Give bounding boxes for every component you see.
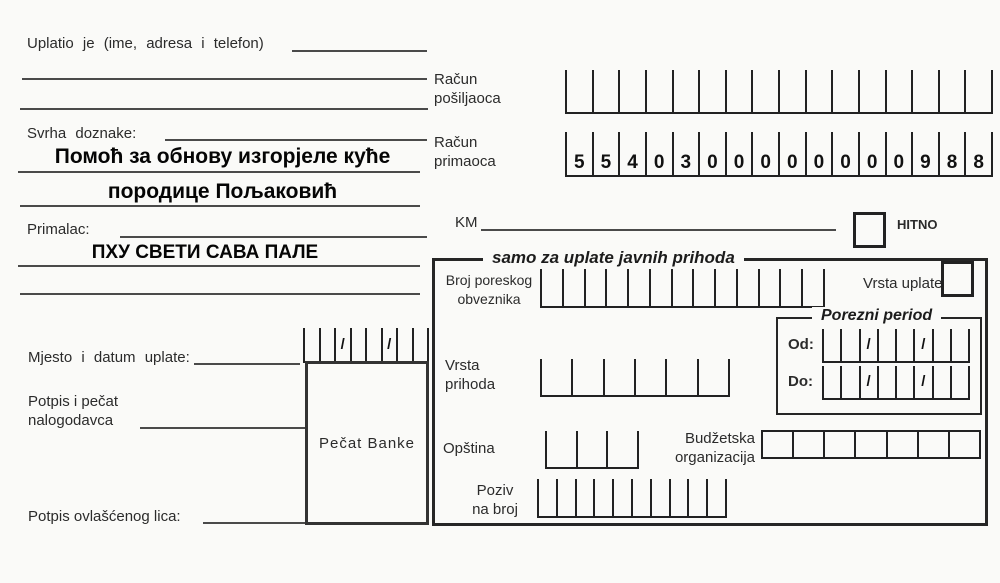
comb-cell[interactable]: 0 [858,132,885,175]
budget-org-label-line1: Budžetska [684,430,755,447]
comb-cell[interactable] [412,328,430,361]
comb-cell[interactable] [822,366,840,398]
comb-cell[interactable]: 0 [645,132,672,175]
comb-cell[interactable] [950,329,970,361]
comb-cell[interactable]: / [859,329,877,361]
recipient-account-label-line1: Račun [434,134,478,151]
recipient-line-3[interactable] [20,293,420,295]
comb-cell[interactable] [350,328,366,361]
comb-cell[interactable] [725,70,752,112]
comb-cell[interactable] [575,479,594,516]
recipient-line-2[interactable] [18,265,420,267]
municipality-comb[interactable] [545,431,639,469]
comb-cell[interactable] [778,70,805,112]
income-type-label [445,356,495,394]
sender-account-comb[interactable] [565,70,993,114]
comb-cell[interactable] [895,366,913,398]
comb-cell[interactable]: 0 [778,132,805,175]
comb-cell[interactable] [576,431,607,467]
tax-period-from-label: Od: [788,336,814,353]
tax-id-label-line2: obveznika [457,291,521,307]
recipient-line[interactable] [120,236,427,238]
payment-date-comb[interactable] [303,328,429,363]
purpose-line-2[interactable] [18,171,420,173]
comb-cell[interactable] [627,269,649,306]
municipality-label: Opština [443,440,495,457]
comb-cell[interactable] [714,269,736,306]
sender-account-label-line2: pošiljaoca [434,90,501,107]
comb-cell[interactable]: 0 [751,132,778,175]
comb-cell[interactable] [831,70,858,112]
payment-type-label: Vrsta uplate [863,275,943,292]
comb-cell[interactable]: / [913,366,931,398]
tax-period-to-label: Do: [788,373,813,390]
purpose-label: Svrha doznake: [27,125,137,142]
public-revenues-title: samo za uplate javnih prihoda [483,248,744,268]
authorized-signature-line[interactable] [203,522,305,524]
purpose-value-line2: породице Пољаковић [107,180,338,203]
comb-cell[interactable] [932,366,950,398]
comb-cell[interactable] [822,329,840,361]
comb-cell[interactable] [917,430,950,459]
comb-cell[interactable] [606,431,639,467]
comb-cell[interactable] [964,70,993,112]
reference-label-line2: na broj [472,501,518,518]
purpose-line[interactable] [165,139,427,141]
sender-account-label [434,70,501,108]
comb-cell[interactable]: 8 [964,132,993,175]
comb-cell[interactable] [612,479,631,516]
sender-account-label-line1: Račun [434,71,478,88]
recipient-account-label-line2: primaoca [434,153,496,170]
payer-line[interactable] [292,50,427,52]
comb-cell[interactable] [540,269,562,306]
payer-label: Uplatio je (ime, adresa i telefon) [27,35,264,52]
currency-label: KM [455,214,478,231]
comb-cell[interactable]: 8 [938,132,965,175]
tax-id-label-line1: Broj poreskog [445,272,533,288]
amount-line[interactable] [481,229,836,231]
tax-period-to-comb[interactable] [822,366,970,400]
comb-cell[interactable]: 4 [618,132,645,175]
comb-cell[interactable] [562,269,584,306]
comb-cell[interactable]: / [334,328,350,361]
comb-cell[interactable]: 0 [885,132,912,175]
comb-cell[interactable]: 5 [592,132,619,175]
authorized-signature-label: Potpis ovlašćenog lica: [28,508,181,525]
budget-org-label [667,429,755,467]
comb-cell[interactable] [932,329,950,361]
comb-cell[interactable] [618,70,645,112]
recipient-account-label [434,133,496,171]
comb-cell[interactable] [823,430,856,459]
comb-cell[interactable] [801,269,825,306]
comb-cell[interactable] [950,366,970,398]
comb-cell[interactable] [885,70,912,112]
comb-cell[interactable] [779,269,801,306]
comb-cell[interactable] [758,269,780,306]
comb-cell[interactable]: / [859,366,877,398]
comb-cell[interactable]: 0 [831,132,858,175]
comb-cell[interactable] [895,329,913,361]
comb-cell[interactable] [858,70,885,112]
comb-cell[interactable] [751,70,778,112]
comb-cell[interactable] [854,430,887,459]
tax-period-title: Porezni period [812,307,941,325]
comb-cell[interactable]: 0 [805,132,832,175]
income-type-comb[interactable] [540,359,730,397]
comb-cell[interactable] [840,329,858,361]
comb-cell[interactable]: 0 [725,132,752,175]
comb-cell[interactable]: 0 [698,132,725,175]
comb-cell[interactable]: 3 [672,132,699,175]
comb-cell[interactable] [540,359,571,395]
comb-cell[interactable] [545,431,576,467]
comb-cell[interactable] [698,70,725,112]
comb-cell[interactable] [593,479,612,516]
comb-cell[interactable] [671,269,693,306]
place-date-line[interactable] [194,363,300,365]
comb-cell[interactable] [840,366,858,398]
recipient-label: Primalac: [27,221,90,238]
recipient-value: ПХУ СВЕТИ САВА ПАЛЕ [91,242,319,263]
payer-line-3[interactable] [20,108,428,110]
reference-label [459,481,531,519]
comb-cell[interactable]: / [913,329,931,361]
comb-cell[interactable] [571,359,602,395]
comb-cell[interactable]: 5 [565,132,592,175]
orderer-signature-line[interactable] [140,427,305,429]
recipient-account-comb[interactable] [565,132,993,177]
comb-cell[interactable] [592,70,619,112]
comb-cell[interactable] [365,328,381,361]
comb-cell[interactable] [672,70,699,112]
comb-cell[interactable] [877,329,895,361]
payer-line-2[interactable] [22,78,427,80]
comb-cell[interactable] [650,479,669,516]
tax-id-comb[interactable] [540,269,825,308]
comb-cell[interactable] [877,366,895,398]
comb-cell[interactable] [649,269,671,306]
comb-cell[interactable] [938,70,965,112]
comb-cell[interactable] [792,430,825,459]
comb-cell[interactable] [669,479,688,516]
orderer-signature-label-line1: Potpis i pečat [28,393,119,410]
comb-cell[interactable] [634,359,665,395]
comb-cell[interactable] [665,359,696,395]
comb-cell[interactable] [805,70,832,112]
comb-cell[interactable] [603,359,634,395]
comb-cell[interactable] [886,430,919,459]
income-type-label-line1: Vrsta [445,357,480,374]
public-revenues-section [432,248,988,526]
budget-org-label-line2: organizacija [674,449,755,466]
tax-period-section [776,307,982,415]
reference-comb[interactable] [537,479,727,518]
comb-cell[interactable] [537,479,556,516]
payment-type-box[interactable] [941,261,974,297]
comb-cell[interactable] [303,328,319,361]
comb-cell[interactable] [736,269,758,306]
tax-id-label [438,271,540,309]
urgent-label: HITNO [897,217,938,232]
comb-cell[interactable] [605,269,627,306]
comb-cell[interactable]: 9 [911,132,938,175]
comb-cell[interactable] [911,70,938,112]
comb-cell[interactable] [319,328,335,361]
comb-cell[interactable] [396,328,412,361]
comb-cell[interactable] [706,479,727,516]
bank-stamp-box [305,361,429,525]
budget-org-boxrow[interactable] [761,430,981,459]
comb-cell[interactable] [948,430,981,459]
place-date-label: Mjesto i datum uplate: [28,349,190,366]
bank-stamp-label: Pečat Banke [318,434,416,452]
comb-cell[interactable] [692,269,714,306]
purpose-line-3[interactable] [20,205,420,207]
purpose-value-line1: Помоћ за обнову изгорјеле куће [54,145,391,168]
urgent-checkbox[interactable] [853,212,886,248]
comb-cell[interactable] [565,70,592,112]
comb-cell[interactable] [631,479,650,516]
comb-cell[interactable]: / [381,328,397,361]
comb-cell[interactable] [584,269,606,306]
comb-cell[interactable] [556,479,575,516]
comb-cell[interactable] [761,430,794,459]
orderer-signature-label [28,392,118,430]
orderer-signature-label-line2: nalogodavca [28,412,114,429]
comb-cell[interactable] [697,359,730,395]
income-type-label-line2: prihoda [445,376,496,393]
comb-cell[interactable] [687,479,706,516]
reference-label-line1: Poziv [476,482,514,499]
comb-cell[interactable] [645,70,672,112]
tax-period-from-comb[interactable] [822,329,970,363]
